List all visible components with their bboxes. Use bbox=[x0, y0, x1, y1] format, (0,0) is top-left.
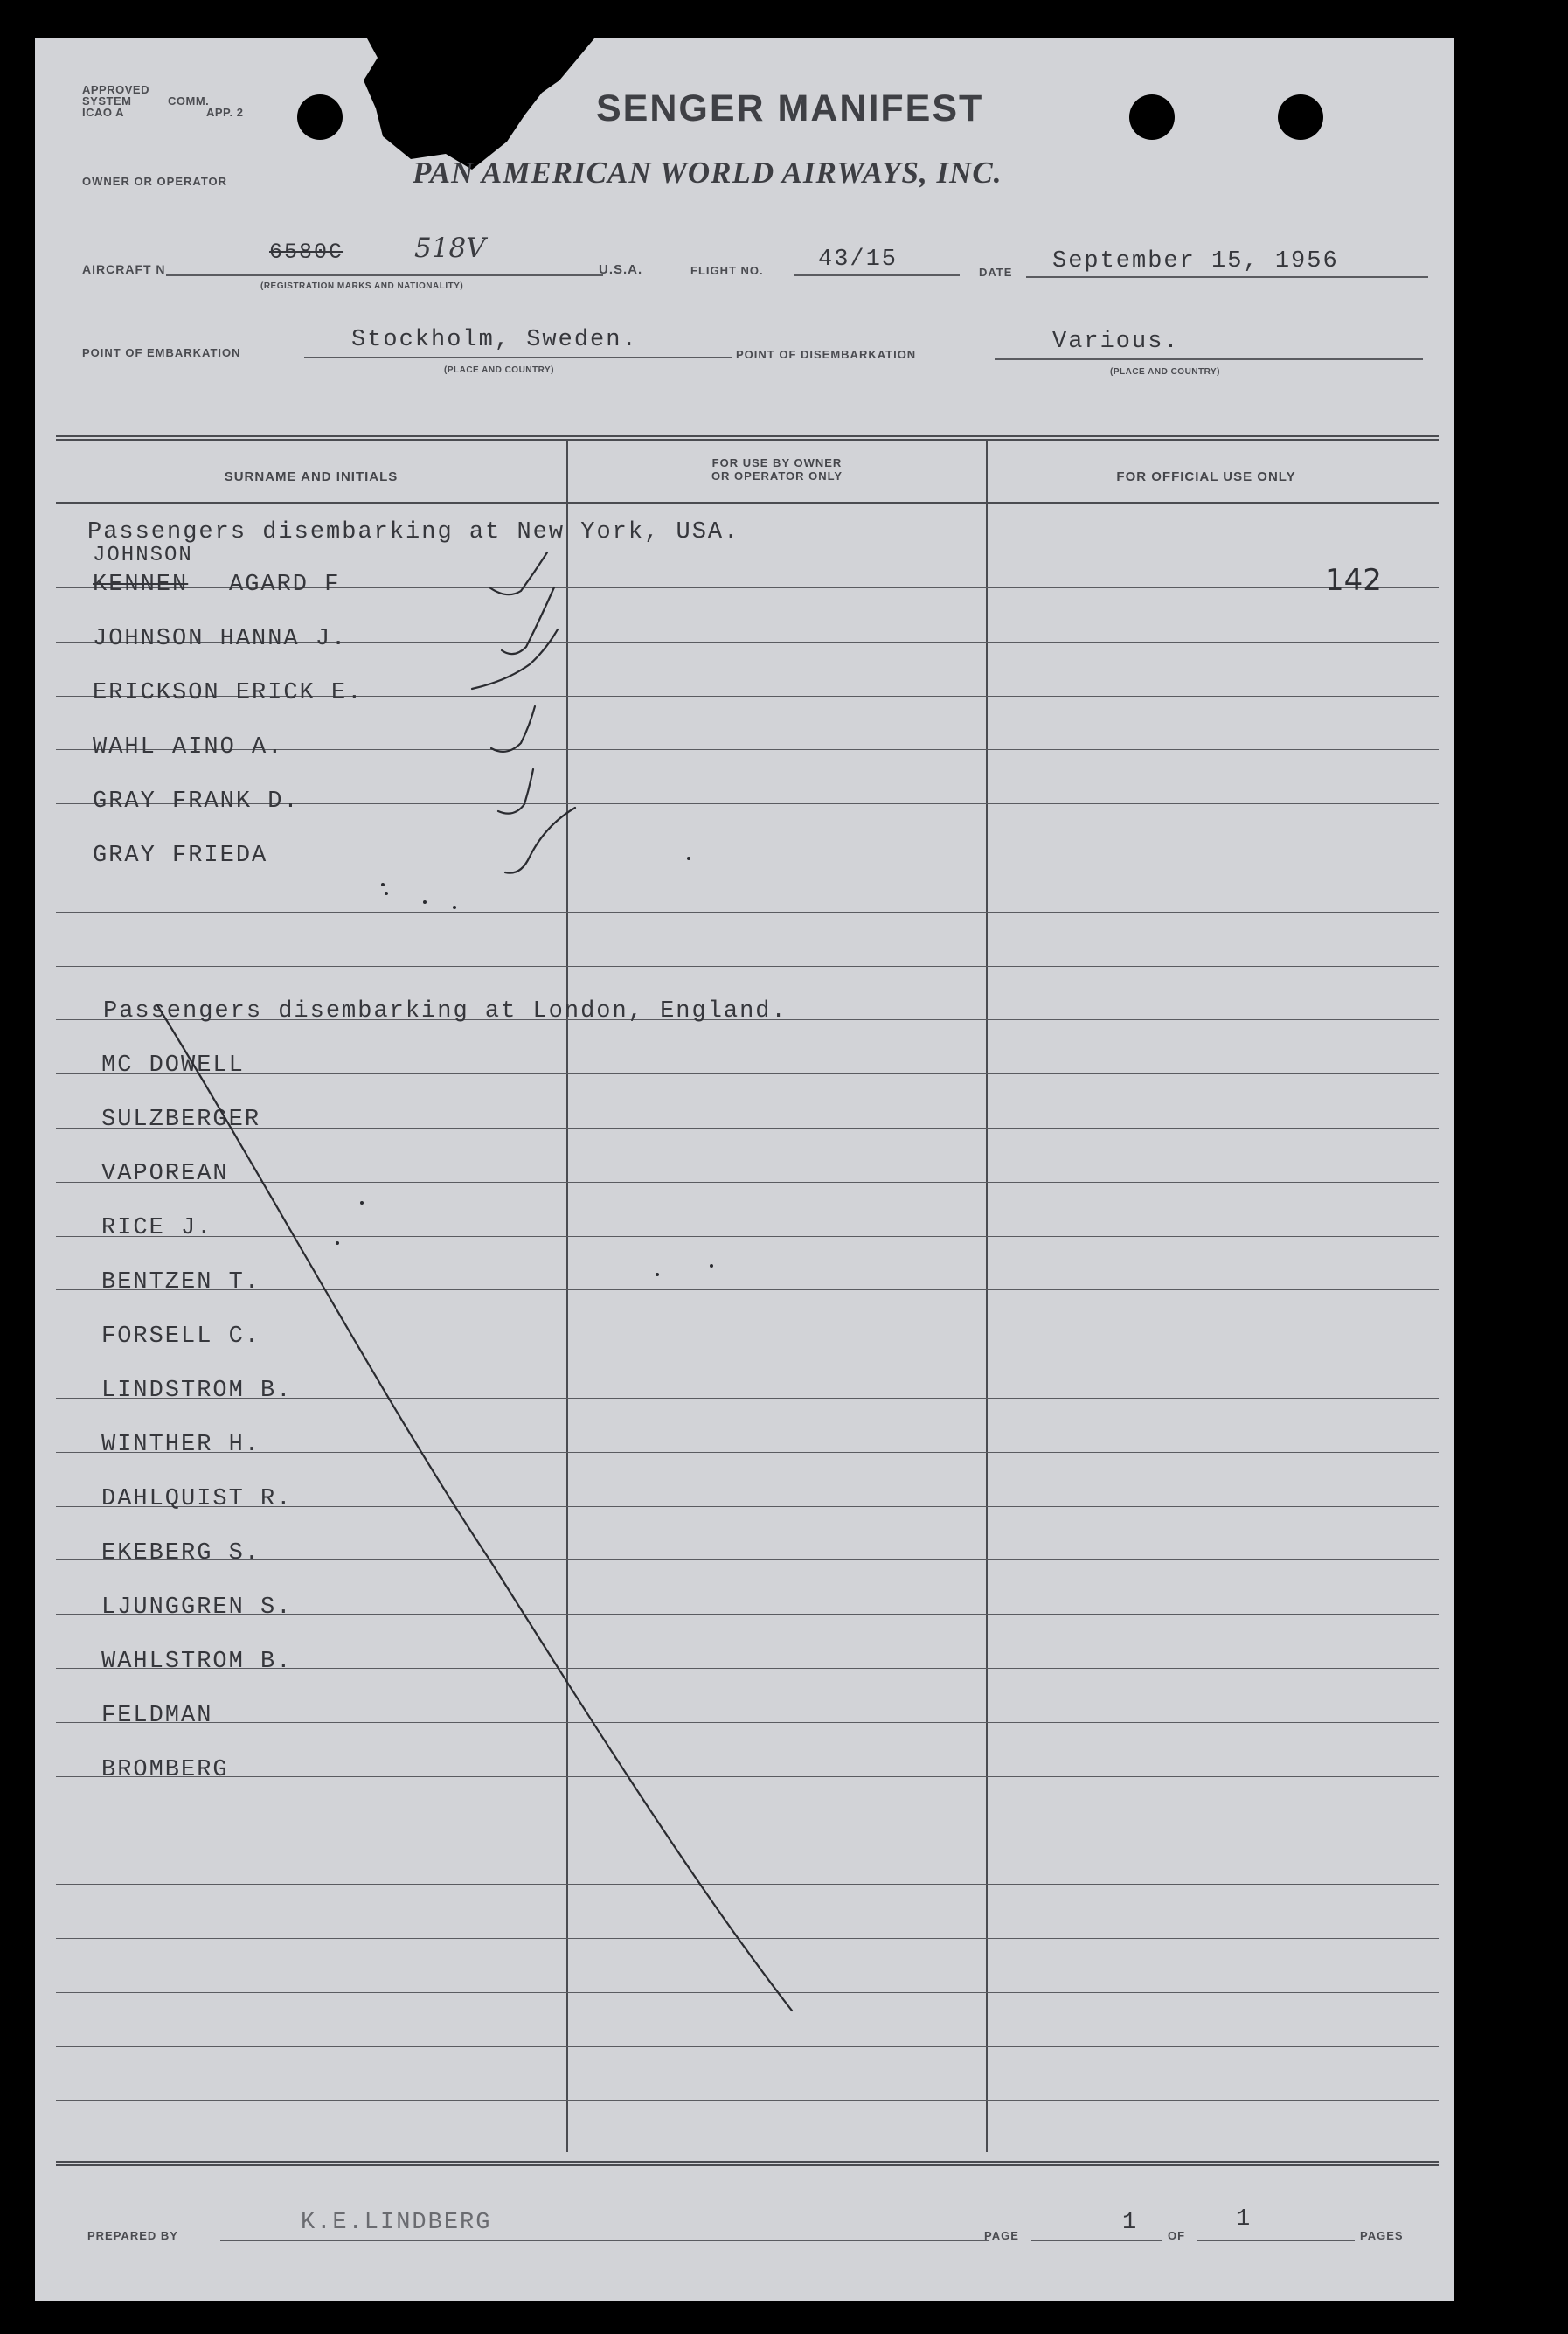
london-passenger: WINTHER H. bbox=[101, 1432, 261, 1458]
london-passenger: DAHLQUIST R. bbox=[101, 1486, 293, 1512]
london-passenger: BENTZEN T. bbox=[101, 1269, 261, 1296]
london-passenger: MC DOWELL bbox=[101, 1052, 245, 1079]
page-label: PAGE bbox=[984, 2229, 1019, 2242]
col-header-official: FOR OFFICIAL USE ONLY bbox=[1116, 469, 1296, 484]
london-passenger: LINDSTROM B. bbox=[101, 1378, 293, 1404]
approval-fragment-app: APP. 2 bbox=[206, 106, 244, 119]
of-value: 1 bbox=[1236, 2206, 1252, 2233]
ny-section-heading: Passengers disembarking at New York, USA. bbox=[87, 519, 740, 545]
first-surname-struck: KENNEN bbox=[93, 572, 189, 598]
approval-line-2: SYSTEM bbox=[82, 94, 132, 108]
col-header-owner-line2: OR OPERATOR ONLY bbox=[711, 469, 843, 483]
embark-label: POINT OF EMBARKATION bbox=[82, 346, 241, 359]
col-header-owner-line1: FOR USE BY OWNER bbox=[711, 456, 843, 469]
official-number: 142 bbox=[1325, 563, 1382, 598]
pen-marks bbox=[35, 38, 1454, 2301]
first-surname-overwrite: JOHNSON bbox=[93, 544, 193, 567]
page-value: 1 bbox=[1122, 2210, 1139, 2236]
page-underline bbox=[1031, 2240, 1162, 2241]
owner-label: OWNER OR OPERATOR bbox=[82, 175, 228, 188]
pages-label: PAGES bbox=[1360, 2229, 1404, 2242]
london-passenger: FELDMAN bbox=[101, 1703, 213, 1729]
flight-label: FLIGHT NO. bbox=[690, 264, 764, 277]
ny-passenger-1: AGARD F bbox=[229, 572, 341, 598]
prepared-label: PREPARED BY bbox=[87, 2229, 178, 2242]
of-label: OF bbox=[1168, 2229, 1186, 2242]
of-underline bbox=[1197, 2240, 1355, 2241]
london-section-heading: Passengers disembarking at London, England. bbox=[103, 998, 787, 1025]
ny-passenger-4: WAHL AINO A. bbox=[93, 734, 284, 761]
embark-value: Stockholm, Sweden. bbox=[351, 327, 638, 353]
footer-rule-2 bbox=[56, 2164, 1439, 2166]
embark-caption: (PLACE AND COUNTRY) bbox=[444, 365, 554, 375]
approval-fragment-comm: COMM. bbox=[168, 94, 210, 108]
col-header-surname: SURNAME AND INITIALS bbox=[224, 469, 399, 484]
london-passenger: EKEBERG S. bbox=[101, 1540, 261, 1566]
ny-passenger-3: ERICKSON ERICK E. bbox=[93, 680, 364, 706]
footer-rule bbox=[56, 2161, 1439, 2163]
usa-label: U.S.A. bbox=[599, 262, 643, 277]
london-passenger: FORSELL C. bbox=[101, 1323, 261, 1350]
approval-line-1: APPROVED bbox=[82, 83, 149, 96]
page-title: SENGER MANIFEST bbox=[596, 87, 984, 129]
owner-value: PAN AMERICAN WORLD AIRWAYS, INC. bbox=[413, 156, 1003, 190]
aircraft-label: AIRCRAFT N bbox=[82, 262, 166, 276]
manifest-page bbox=[35, 38, 1454, 2301]
disembark-label: POINT OF DISEMBARKATION bbox=[736, 348, 917, 361]
london-passenger: RICE J. bbox=[101, 1215, 213, 1241]
aircraft-value: 6580C bbox=[269, 240, 344, 265]
ny-passenger-6: GRAY FRIEDA bbox=[93, 843, 268, 869]
registration-caption: (REGISTRATION MARKS AND NATIONALITY) bbox=[260, 281, 464, 291]
london-passenger: BROMBERG bbox=[101, 1757, 229, 1783]
disembark-caption: (PLACE AND COUNTRY) bbox=[1110, 367, 1220, 377]
prepared-value: K.E.LINDBERG bbox=[301, 2210, 492, 2236]
london-passenger: VAPOREAN bbox=[101, 1161, 229, 1187]
flight-value: 43/15 bbox=[818, 247, 898, 273]
london-passenger: WAHLSTROM B. bbox=[101, 1649, 293, 1675]
aircraft-handwritten: 518V bbox=[414, 233, 486, 264]
ny-passenger-2: JOHNSON HANNA J. bbox=[93, 626, 348, 652]
london-passenger: SULZBERGER bbox=[101, 1107, 261, 1133]
london-passenger: LJUNGGREN S. bbox=[101, 1594, 293, 1621]
date-value: September 15, 1956 bbox=[1052, 248, 1339, 274]
ny-passenger-5: GRAY FRANK D. bbox=[93, 788, 300, 815]
disembark-value: Various. bbox=[1052, 329, 1180, 355]
prepared-underline bbox=[220, 2240, 989, 2241]
date-label: DATE bbox=[979, 266, 1013, 279]
approval-line-3: ICAO A bbox=[82, 106, 125, 119]
